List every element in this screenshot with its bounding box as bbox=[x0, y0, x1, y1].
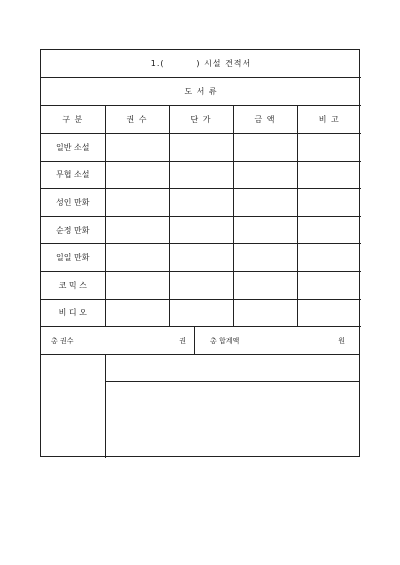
unit-price-cell[interactable] bbox=[169, 299, 233, 327]
header-category: 구 분 bbox=[41, 106, 105, 134]
remarks-cell[interactable] bbox=[297, 161, 361, 189]
header-unit-price: 단 가 bbox=[169, 106, 233, 134]
amount-cell[interactable] bbox=[233, 161, 297, 189]
row-label: 성인 만화 bbox=[41, 189, 105, 217]
amount-cell[interactable] bbox=[233, 299, 297, 327]
remarks-cell[interactable] bbox=[297, 134, 361, 162]
amount-cell[interactable] bbox=[233, 244, 297, 272]
volumes-cell[interactable] bbox=[105, 299, 169, 327]
row-label: 일반 소설 bbox=[41, 134, 105, 162]
volumes-cell[interactable] bbox=[105, 134, 169, 162]
volumes-cell[interactable] bbox=[105, 161, 169, 189]
row-label: 무협 소설 bbox=[41, 161, 105, 189]
estimate-form bbox=[40, 49, 360, 457]
notes-top-cell[interactable] bbox=[106, 355, 359, 382]
unit-price-cell[interactable] bbox=[169, 189, 233, 217]
table-row bbox=[41, 134, 361, 162]
section-title: 도 서 류 bbox=[41, 78, 361, 106]
unit-price-cell[interactable] bbox=[169, 134, 233, 162]
table-row bbox=[41, 299, 361, 327]
amount-unit: 원 bbox=[338, 336, 345, 345]
volumes-cell[interactable] bbox=[105, 189, 169, 217]
table-row bbox=[41, 244, 361, 272]
remarks-cell[interactable] bbox=[297, 271, 361, 299]
remarks-cell[interactable] bbox=[297, 189, 361, 217]
volumes-cell[interactable] bbox=[105, 216, 169, 244]
header-row bbox=[41, 106, 361, 134]
remarks-cell[interactable] bbox=[297, 299, 361, 327]
table-row bbox=[41, 189, 361, 217]
unit-price-cell[interactable] bbox=[169, 244, 233, 272]
remarks-cell[interactable] bbox=[297, 216, 361, 244]
table-row bbox=[41, 216, 361, 244]
unit-price-cell[interactable] bbox=[169, 161, 233, 189]
unit-price-cell[interactable] bbox=[169, 271, 233, 299]
table-row bbox=[41, 161, 361, 189]
form-title bbox=[41, 50, 361, 78]
header-remarks: 비 고 bbox=[297, 106, 361, 134]
row-label: 일일 만화 bbox=[41, 244, 105, 272]
amount-cell[interactable] bbox=[233, 134, 297, 162]
volumes-cell[interactable] bbox=[105, 244, 169, 272]
amount-cell[interactable] bbox=[233, 189, 297, 217]
volumes-unit: 권 bbox=[179, 336, 186, 345]
total-volumes-label: 총 권수 bbox=[51, 336, 74, 345]
notes-area bbox=[41, 355, 359, 458]
amount-cell[interactable] bbox=[233, 216, 297, 244]
notes-label-cell[interactable] bbox=[41, 355, 106, 458]
table-row bbox=[41, 271, 361, 299]
row-label: 코 믹 스 bbox=[41, 271, 105, 299]
row-label: 비 디 오 bbox=[41, 299, 105, 327]
remarks-cell[interactable] bbox=[297, 244, 361, 272]
notes-body-cell[interactable] bbox=[106, 382, 359, 458]
header-amount: 금 액 bbox=[233, 106, 297, 134]
header-volumes: 권 수 bbox=[105, 106, 169, 134]
row-label: 순정 만화 bbox=[41, 216, 105, 244]
estimate-table bbox=[41, 50, 361, 327]
volumes-cell[interactable] bbox=[105, 271, 169, 299]
total-volumes-field[interactable] bbox=[41, 327, 194, 354]
unit-price-cell[interactable] bbox=[169, 216, 233, 244]
form-title-text: 1.( ) 시설 견적서 bbox=[150, 59, 252, 68]
total-amount-field[interactable] bbox=[194, 327, 359, 354]
total-amount-label: 총 합계액 bbox=[210, 336, 240, 345]
summary-row bbox=[41, 327, 359, 355]
notes-content bbox=[106, 355, 359, 458]
amount-cell[interactable] bbox=[233, 271, 297, 299]
